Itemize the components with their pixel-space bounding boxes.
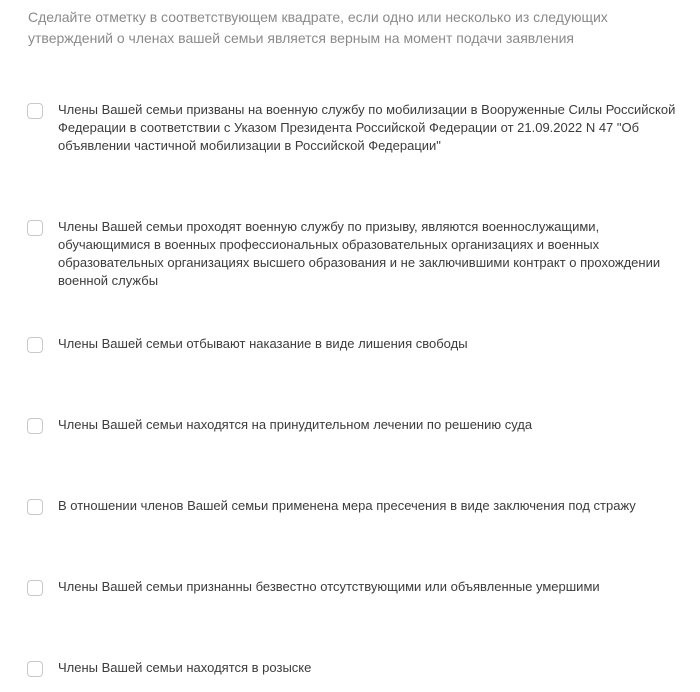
form-instructions: Сделайте отметку в соответствующем квадрате, если одно или несколько из следующих утверждений о членах вашей семьи является верным на момент подачи заявления — [28, 9, 608, 46]
option-label-compulsory-treatment[interactable]: Члены Вашей семьи находятся на принудительном лечении по решению суда — [58, 417, 533, 432]
option-wanted[interactable] — [27, 659, 695, 677]
option-military-service[interactable] — [27, 218, 695, 290]
option-missing-or-deceased[interactable] — [27, 578, 695, 596]
checkbox-military-service[interactable] — [27, 220, 43, 236]
option-label-mobilized[interactable]: Члены Вашей семьи призваны на военную службу по мобилизации в Вооруженные Силы Российской Федерации в соответствии с Указом Президента Российской Федерации от 21.09.2022 N 47 "Об объявлении частичной мобилизации в Российской Федерации" — [58, 102, 676, 153]
checkbox-compulsory-treatment[interactable] — [27, 418, 43, 434]
option-label-wanted[interactable]: Члены Вашей семьи находятся в розыске — [58, 660, 312, 675]
option-detention[interactable] — [27, 497, 695, 515]
option-label-detention[interactable]: В отношении членов Вашей семьи применена мера пресечения в виде заключения под стражу — [58, 498, 636, 513]
option-mobilized[interactable] — [27, 101, 695, 155]
checkbox-mobilized[interactable] — [27, 103, 43, 119]
option-imprisonment[interactable] — [27, 335, 695, 353]
option-label-military-service[interactable]: Члены Вашей семьи проходят военную службу по призыву, являются военнослужащими, обучающимися в военных профессиональных образовательных организациях и военных образовательных организациях высшего образования и не заключившими контракт о прохождении военной службы — [58, 219, 661, 288]
checkbox-imprisonment[interactable] — [27, 337, 43, 353]
option-compulsory-treatment[interactable] — [27, 416, 695, 434]
option-label-missing-or-deceased[interactable]: Члены Вашей семьи признанны безвестно отсутствующими или объявленные умершими — [58, 579, 600, 594]
checkbox-wanted[interactable] — [27, 661, 43, 677]
option-label-imprisonment[interactable]: Члены Вашей семьи отбывают наказание в виде лишения свободы — [58, 336, 468, 351]
checkbox-missing-or-deceased[interactable] — [27, 580, 43, 596]
checkbox-detention[interactable] — [27, 499, 43, 515]
